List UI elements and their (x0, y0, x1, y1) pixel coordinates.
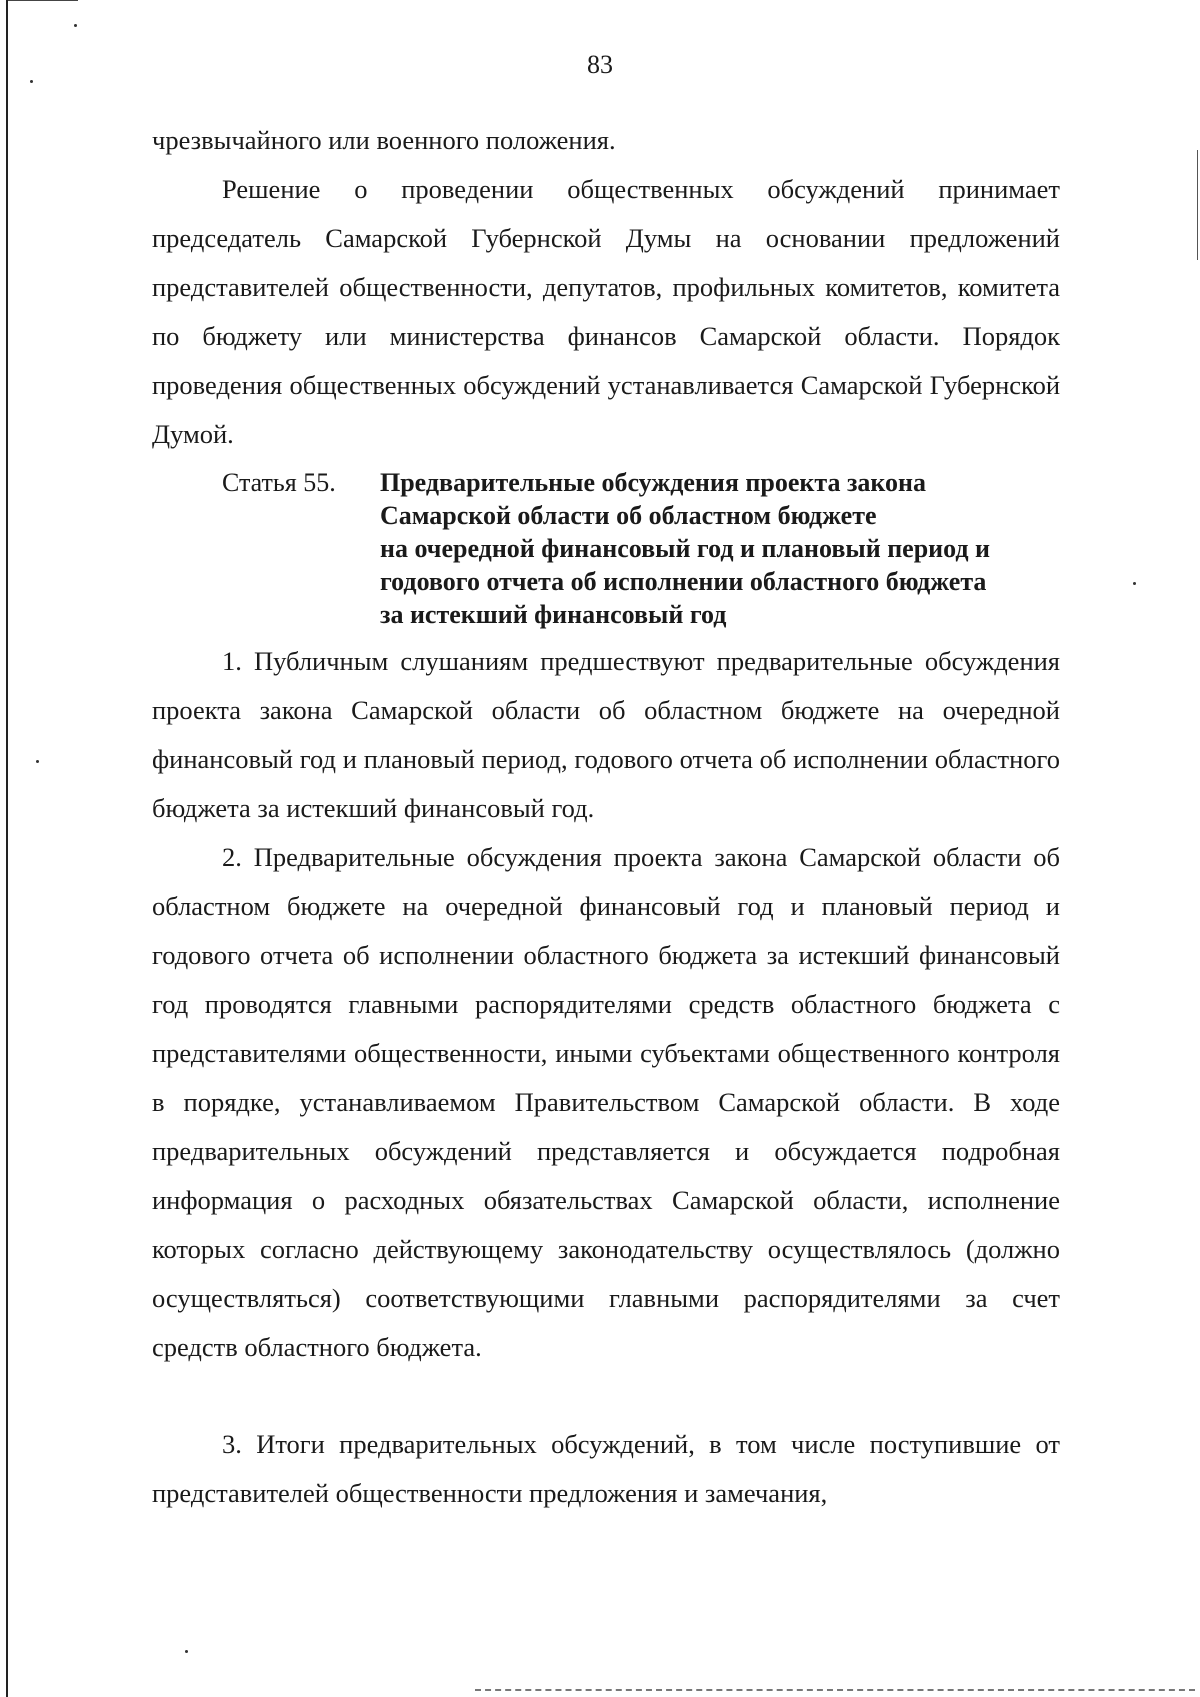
article-clause-1: 1. Публичным слушаниям предшествуют предварительные обсуждения проекта закона Самарской области об областном бюджете на очередной финансовый год и плановый период, годового отчета об исполнении областного бюджета за истекший финансовый год. (152, 646, 1060, 823)
article-clause-3: 3. Итоги предварительных обсуждений, в том числе поступившие от представителей общественности предложения и замечания, (152, 1429, 1060, 1508)
paragraph-continuation: чрезвычайного или военного положения. (152, 125, 616, 155)
article-title: Предварительные обсуждения проекта закона Самарской области об областном бюджете на очередной финансовый год и плановый период и годового отчета об исполнении областного бюджета за истекший финансовый год (380, 468, 991, 629)
article-clause-2: 2. Предварительные обсуждения проекта закона Самарской области об областном бюджете на очередной финансовый год и плановый период и годового отчета об исполнении областного бюджета за истекший финансовый год проводятся главными распорядителями средств областного бюджета с представителями общественности, иными субъектами общественного контроля в порядке, устанавливаемом Правительством Самарской области. В ходе предварительных обсуждений представляется и обсуждается подробная информация о расходных обязательствах Самарской области, исполнение которых согласно действующему законодательству осуществлялось (должно осуществляться) соответствующими главными распорядителями за счет средств областного бюджета. (152, 842, 1060, 1362)
scan-speck (185, 1650, 188, 1653)
scan-border-top (8, 0, 78, 1)
scan-speck (74, 24, 77, 27)
scan-speck (30, 80, 33, 83)
scan-speck (36, 760, 39, 763)
scan-speck (1133, 582, 1136, 585)
scan-border-left (6, 0, 8, 1697)
page-number: 83 (587, 50, 613, 79)
scan-border-right (1197, 150, 1198, 260)
scan-footer-artifact (475, 1689, 1195, 1691)
paragraph-public-discussion-decision: Решение о проведении общественных обсуждений принимает председатель Самарской Губернской Думы на основании предложений представителей общественности, депутатов, профильных комитетов, комитета по бюджету или министерства финансов Самарской области. Порядок проведения общественных обсуждений устанавливается Самарской Губернской Думой. (152, 174, 1060, 449)
article-number: Статья 55. (222, 468, 336, 497)
